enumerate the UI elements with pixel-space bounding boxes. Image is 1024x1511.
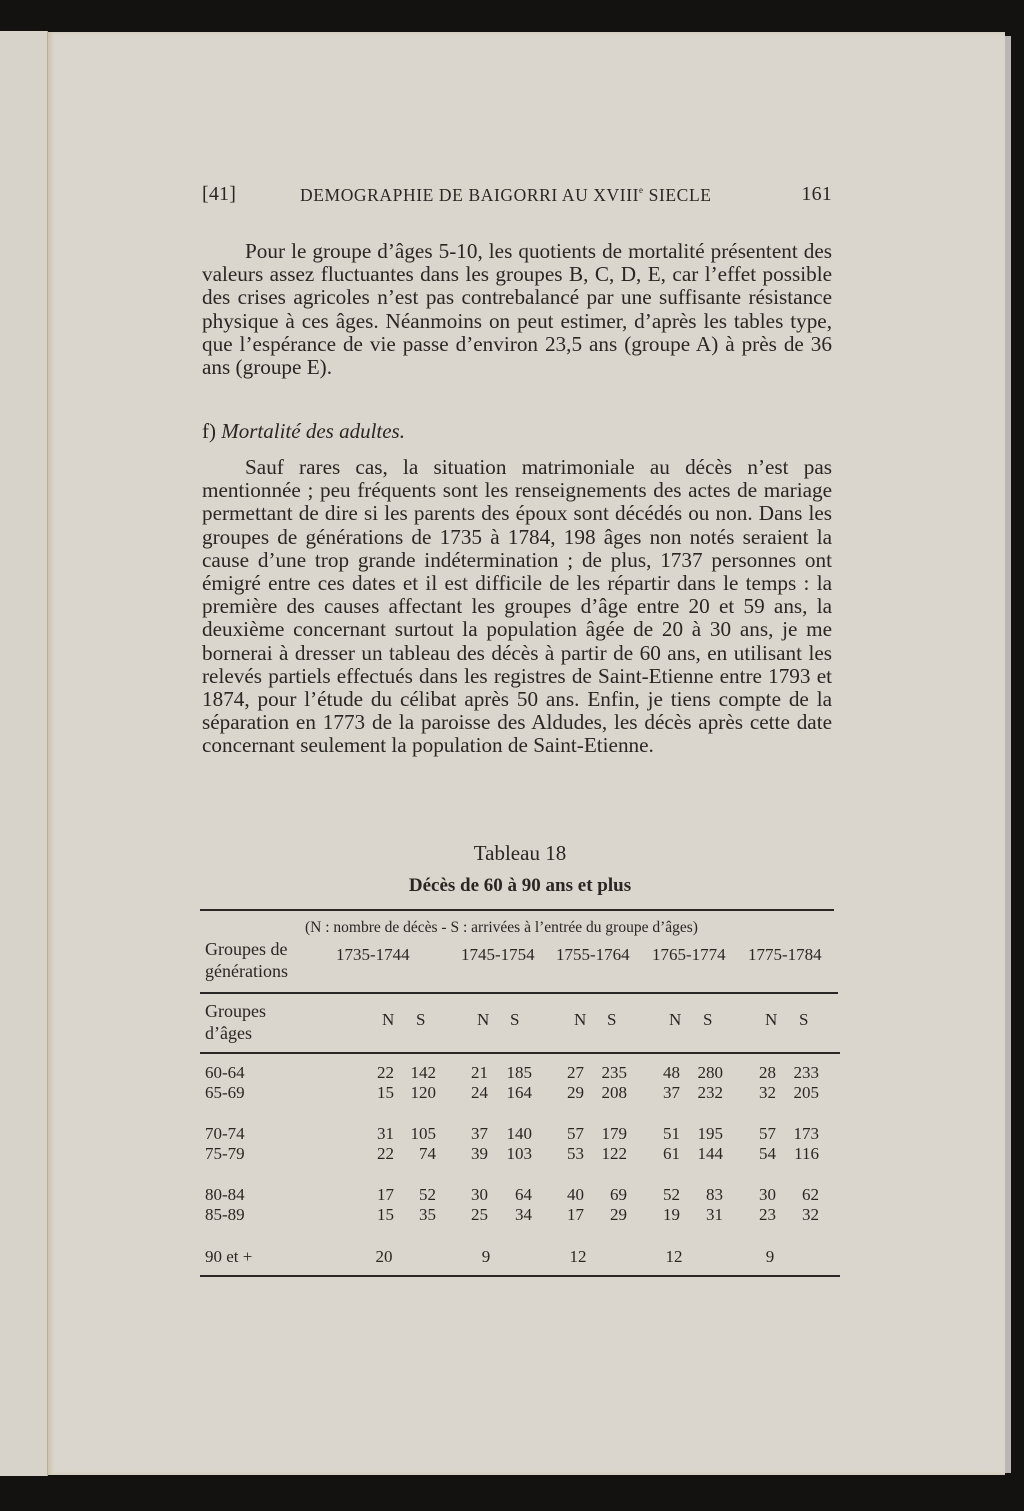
generation-header xyxy=(205,938,288,982)
s-column-header: S xyxy=(703,1010,713,1029)
survivors-cell: 140 xyxy=(506,1124,532,1143)
age-group-header xyxy=(205,1000,266,1044)
survivors-cell: 74 xyxy=(419,1144,436,1163)
survivors-cell: 280 xyxy=(697,1063,723,1082)
n-column-header: N xyxy=(765,1010,778,1029)
running-title-superscript: e xyxy=(639,185,644,195)
facing-page-edge xyxy=(0,31,48,1476)
s-column-header: S xyxy=(799,1010,809,1029)
survivors-cell: 105 xyxy=(410,1124,436,1143)
survivors-cell: 173 xyxy=(793,1124,819,1143)
s-column-header: S xyxy=(510,1010,520,1029)
deaths-cell: 12 xyxy=(569,1247,587,1266)
deaths-cell: 37 xyxy=(663,1083,680,1102)
age-header-line: Groupes xyxy=(205,1001,266,1021)
deaths-cell: 39 xyxy=(471,1144,488,1163)
table-title: Décès de 60 à 90 ans et plus xyxy=(408,875,632,896)
deaths-cell: 54 xyxy=(759,1144,776,1163)
deaths-cell: 48 xyxy=(663,1063,680,1082)
survivors-cell: 185 xyxy=(506,1063,532,1082)
deaths-cell: 25 xyxy=(471,1205,488,1224)
running-title xyxy=(300,185,712,206)
survivors-cell: 142 xyxy=(410,1063,436,1082)
age-header-line: d’âges xyxy=(205,1023,252,1043)
deaths-cell: 20 xyxy=(375,1247,393,1266)
running-title-suffix: SIECLE xyxy=(643,185,712,205)
survivors-cell: 31 xyxy=(706,1205,723,1224)
deaths-cell: 27 xyxy=(567,1063,584,1082)
generation-column-header: 1745-1754 xyxy=(461,945,535,964)
generation-header-line: Groupes de xyxy=(205,939,288,959)
running-head xyxy=(202,183,832,209)
paragraph-life-expectancy xyxy=(202,240,832,379)
survivors-cell: 179 xyxy=(601,1124,627,1143)
s-column-header: S xyxy=(607,1010,617,1029)
survivors-cell: 32 xyxy=(802,1205,819,1224)
n-column-header: N xyxy=(669,1010,682,1029)
running-title-text: DEMOGRAPHIE DE BAIGORRI AU XVIII xyxy=(300,185,640,205)
deaths-cell: 31 xyxy=(377,1124,394,1143)
table-bottom-rule xyxy=(200,1275,840,1277)
n-column-header: N xyxy=(382,1010,395,1029)
survivors-cell: 205 xyxy=(793,1083,819,1102)
paragraph-text: Pour le groupe d’âges 5-10, les quotients de mortalité présentent des valeurs assez fluctuantes dans les groupes B, C, D, E, car l’effet possible des crises agricoles n’est pas contrebalancé par une suffisante résistance physique à ces âges. Néanmoins on peut estimer, d’après les tables type, que l’espérance de vie passe d’environ 23,5 ans (groupe A) à près de 36 ans (groupe E). xyxy=(202,239,832,380)
deaths-cell: 17 xyxy=(567,1205,584,1224)
age-group-label: 80-84 xyxy=(205,1185,245,1204)
deaths-cell: 23 xyxy=(759,1205,776,1224)
deaths-cell: 40 xyxy=(567,1185,584,1204)
age-group-label: 60-64 xyxy=(205,1063,245,1082)
survivors-cell: 233 xyxy=(793,1063,819,1082)
deaths-cell: 30 xyxy=(471,1185,488,1204)
n-column-header: N xyxy=(574,1010,587,1029)
survivors-cell: 29 xyxy=(610,1205,627,1224)
subheading-marker: f) xyxy=(202,419,216,443)
deaths-cell: 57 xyxy=(759,1124,776,1143)
survivors-cell: 232 xyxy=(697,1083,723,1102)
survivors-cell: 83 xyxy=(706,1185,723,1204)
deaths-cell: 12 xyxy=(665,1247,683,1266)
table-note: (N : nombre de décès - S : arrivées à l’entrée du groupe d’âges) xyxy=(305,919,698,936)
deaths-cell: 29 xyxy=(567,1083,584,1102)
deaths-cell: 52 xyxy=(663,1185,680,1204)
s-column-header: S xyxy=(416,1010,426,1029)
table-body-rule xyxy=(200,1052,840,1054)
survivors-cell: 62 xyxy=(802,1185,819,1204)
generation-header-line: générations xyxy=(205,961,288,981)
page-number: 161 xyxy=(801,183,832,205)
survivors-cell: 120 xyxy=(410,1083,436,1102)
age-group-label: 65-69 xyxy=(205,1083,245,1102)
age-group-label: 75-79 xyxy=(205,1144,245,1163)
survivors-cell: 164 xyxy=(506,1083,532,1102)
deaths-cell: 51 xyxy=(663,1124,680,1143)
table-header-rule xyxy=(200,992,838,994)
generation-column-header: 1755-1764 xyxy=(556,945,630,964)
deaths-cell: 28 xyxy=(759,1063,776,1082)
subheading-title: Mortalité des adultes. xyxy=(221,419,405,443)
page-stack-edge xyxy=(1005,36,1011,1473)
survivors-cell: 116 xyxy=(794,1144,819,1163)
deaths-cell: 24 xyxy=(471,1083,488,1102)
deaths-cell: 30 xyxy=(759,1185,776,1204)
deaths-cell: 15 xyxy=(377,1205,394,1224)
deaths-cell: 9 xyxy=(481,1247,491,1266)
generation-column-header: 1765-1774 xyxy=(652,945,726,964)
n-column-header: N xyxy=(477,1010,490,1029)
survivors-cell: 103 xyxy=(506,1144,532,1163)
age-group-label: 70-74 xyxy=(205,1124,245,1143)
survivors-cell: 34 xyxy=(515,1205,532,1224)
section-number: [41] xyxy=(202,183,237,205)
survivors-cell: 122 xyxy=(601,1144,627,1163)
deaths-cell: 17 xyxy=(377,1185,394,1204)
deaths-cell: 61 xyxy=(663,1144,680,1163)
survivors-cell: 64 xyxy=(515,1185,532,1204)
generation-column-header: 1735-1744 xyxy=(336,945,410,964)
survivors-cell: 52 xyxy=(419,1185,436,1204)
deaths-cell: 9 xyxy=(765,1247,775,1266)
age-group-label: 85-89 xyxy=(205,1205,245,1224)
generation-column-header: 1775-1784 xyxy=(748,945,822,964)
age-group-label: 90 et + xyxy=(205,1247,253,1266)
deaths-cell: 22 xyxy=(377,1063,394,1082)
survivors-cell: 69 xyxy=(610,1185,627,1204)
survivors-cell: 35 xyxy=(419,1205,436,1224)
deaths-cell: 15 xyxy=(377,1083,394,1102)
survivors-cell: 144 xyxy=(697,1144,723,1163)
survivors-cell: 235 xyxy=(601,1063,627,1082)
deaths-cell: 32 xyxy=(759,1083,776,1102)
deaths-cell: 37 xyxy=(471,1124,488,1143)
paragraph-adult-mortality xyxy=(202,456,832,758)
paragraph-text: Sauf rares cas, la situation matrimoniale au décès n’est pas mentionnée ; peu fréquents sont les renseignements des actes de mariage permettant de dire si les parents des époux sont décédés ou non. Dans les groupes de générations de 1735 à 1784, 198 âges non notés seraient la cause d’une trop grande indétermination ; de plus, 1737 personnes ont émigré entre ces dates et il est difficile de les répartir dans le temps : la première des causes affectant les groupes d’âge entre 20 et 59 ans, la deuxième concernant surtout la population âgée de 20 à 30 ans, je me bornerai à dresser un tableau des décès à partir de 60 ans, en utilisant les relevés partiels effectués dans les registres de Saint-Etienne entre 1793 et 1874, pour l’étude du célibat après 50 ans. Enfin, je tiens compte de la séparation en 1773 de la paroisse des Aldudes, les décès après cette date concernant seulement la population de Saint-Etienne. xyxy=(202,455,832,758)
survivors-cell: 195 xyxy=(697,1124,723,1143)
table-label: Tableau 18 xyxy=(473,841,567,865)
survivors-cell: 208 xyxy=(601,1083,627,1102)
deaths-cell: 57 xyxy=(567,1124,584,1143)
deaths-cell: 21 xyxy=(471,1063,488,1082)
table-top-rule xyxy=(200,909,834,911)
deaths-cell: 53 xyxy=(567,1144,584,1163)
deaths-cell: 19 xyxy=(663,1205,680,1224)
section-subheading xyxy=(202,419,405,444)
deaths-cell: 22 xyxy=(377,1144,394,1163)
